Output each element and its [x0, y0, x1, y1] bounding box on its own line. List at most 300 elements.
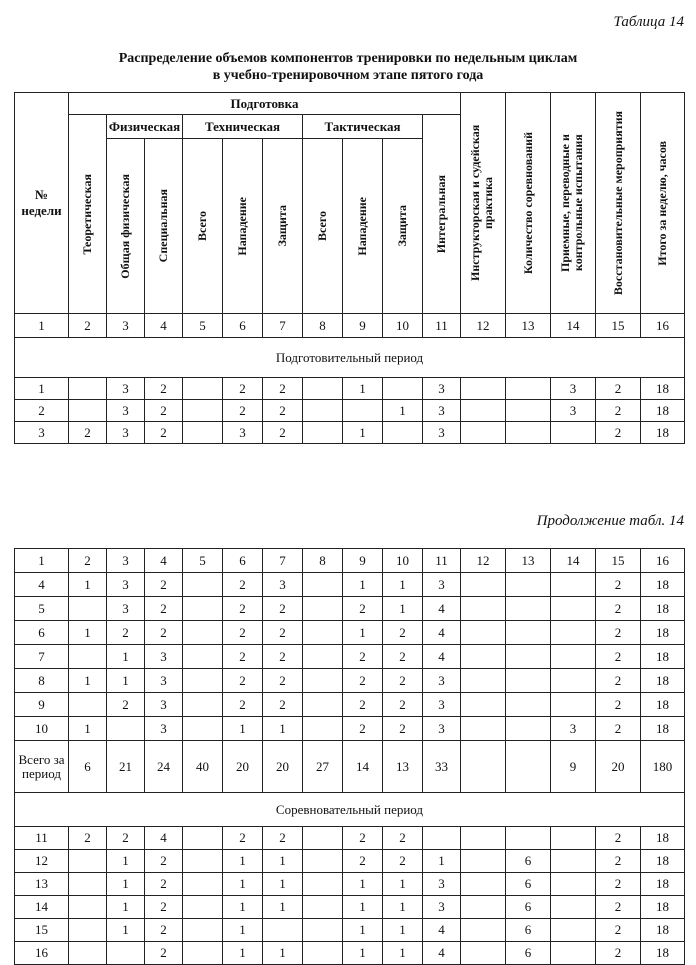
table-cell: 6 — [15, 621, 69, 645]
table-cell: 21 — [107, 741, 145, 793]
table-cell — [461, 741, 506, 793]
column-number-row — [15, 549, 685, 573]
table-cell — [183, 873, 223, 896]
table-cell — [69, 873, 107, 896]
table-cell: 2 — [383, 850, 423, 873]
table-cell: 1 — [223, 919, 263, 942]
header-competitions: Количество соревнований — [506, 93, 551, 314]
table-cell: 5 — [183, 314, 223, 338]
table-cell: 2 — [343, 597, 383, 621]
header-tests: Приемные, переводные и контрольные испытания — [551, 93, 596, 314]
table-cell — [506, 422, 551, 444]
table-cell: 1 — [69, 669, 107, 693]
table-cell: 2 — [145, 573, 183, 597]
table-cell: 3 — [551, 378, 596, 400]
table-cell: 2 — [223, 573, 263, 597]
table-cell — [506, 741, 551, 793]
table-cell: 6 — [506, 942, 551, 965]
header-recovery: Восстановительные мероприятия — [596, 93, 641, 314]
table-cell — [303, 669, 343, 693]
table-cell — [183, 693, 223, 717]
table-cell: 7 — [263, 549, 303, 573]
table-cell: 2 — [596, 597, 641, 621]
table-cell — [183, 942, 223, 965]
table-cell: 2 — [596, 717, 641, 741]
table-cell: 2 — [223, 693, 263, 717]
table-cell — [303, 400, 343, 422]
table-cell: 16 — [641, 314, 685, 338]
table-cell: 11 — [423, 549, 461, 573]
table-cell: 13 — [506, 314, 551, 338]
table-cell: 6 — [506, 873, 551, 896]
header-tact-attack: Нападение — [343, 139, 383, 314]
header-preparation: Подготовка — [69, 93, 461, 115]
table-cell: 13 — [15, 873, 69, 896]
table-cell: 2 — [343, 645, 383, 669]
table-cell — [303, 422, 343, 444]
table-cell: 4 — [423, 919, 461, 942]
table-cell — [506, 693, 551, 717]
table-cell: 2 — [223, 597, 263, 621]
table-cell: 2 — [263, 693, 303, 717]
table-cell: 1 — [423, 850, 461, 873]
title-line-2: в учебно-тренировочном этапе пятого года — [212, 68, 484, 83]
table-cell: 2 — [596, 873, 641, 896]
header-weekly-total: Итого за неделю, часов — [641, 93, 685, 314]
table-cell: 18 — [641, 573, 685, 597]
table-cell: 1 — [343, 873, 383, 896]
table-cell — [107, 942, 145, 965]
table-cell: 3 — [263, 573, 303, 597]
table-cell — [461, 573, 506, 597]
table-cell — [183, 621, 223, 645]
table-cell: 15 — [596, 314, 641, 338]
table-cell: 3 — [423, 422, 461, 444]
table-cell: 3 — [551, 717, 596, 741]
table-cell: 5 — [15, 597, 69, 621]
table-cell: 13 — [383, 741, 423, 793]
table-row — [15, 717, 685, 741]
table-cell: 2 — [263, 645, 303, 669]
table-cell: 2 — [383, 827, 423, 850]
table-cell: 1 — [69, 621, 107, 645]
table-cell: 6 — [69, 741, 107, 793]
table-cell: 8 — [303, 314, 343, 338]
table-cell — [303, 597, 343, 621]
table-cell — [303, 717, 343, 741]
table-row — [15, 669, 685, 693]
table-cell — [69, 645, 107, 669]
table-cell: 18 — [641, 378, 685, 400]
table-cell: 18 — [641, 896, 685, 919]
table-cell — [69, 942, 107, 965]
table-cell: 12 — [15, 850, 69, 873]
table-cell: 2 — [107, 621, 145, 645]
table-cell — [506, 669, 551, 693]
table-cell: 27 — [303, 741, 343, 793]
table-cell: 2 — [145, 378, 183, 400]
table-cell — [69, 597, 107, 621]
table-cell — [383, 378, 423, 400]
table-cell: 2 — [383, 645, 423, 669]
table-cell: 2 — [145, 896, 183, 919]
header-tech-defense: Защита — [263, 139, 303, 314]
table-cell: 2 — [223, 669, 263, 693]
table-cell — [551, 645, 596, 669]
table-cell: 4 — [145, 314, 183, 338]
table-cell — [461, 693, 506, 717]
table-cell — [461, 942, 506, 965]
table-cell: 8 — [15, 669, 69, 693]
header-general-physical: Общая физическая — [107, 139, 145, 314]
table-cell: 2 — [596, 896, 641, 919]
table-cell: 2 — [596, 422, 641, 444]
header-tech-attack: Нападение — [223, 139, 263, 314]
table-cell: 12 — [461, 314, 506, 338]
table-cell: 2 — [263, 422, 303, 444]
table-cell: 1 — [343, 896, 383, 919]
table-cell: 18 — [641, 827, 685, 850]
table-cell: 18 — [641, 717, 685, 741]
total-row — [15, 741, 685, 793]
table-cell — [303, 919, 343, 942]
table-cell: 14 — [15, 896, 69, 919]
table-cell: 2 — [596, 942, 641, 965]
table-cell: 1 — [107, 669, 145, 693]
table-cell: 2 — [15, 400, 69, 422]
table-cell: 1 — [343, 621, 383, 645]
column-number-row — [15, 314, 685, 338]
table-cell: 6 — [223, 314, 263, 338]
table-cell: 6 — [506, 919, 551, 942]
table-cell: 11 — [423, 314, 461, 338]
table-cell: 2 — [343, 693, 383, 717]
table-cell — [551, 422, 596, 444]
table-cell: 2 — [223, 827, 263, 850]
table-cell: 18 — [641, 669, 685, 693]
table-cell: 1 — [15, 549, 69, 573]
table-cell — [69, 919, 107, 942]
table-cell: 6 — [506, 850, 551, 873]
table-cell — [461, 896, 506, 919]
table-cell: 2 — [145, 850, 183, 873]
preparatory-rows — [15, 378, 685, 444]
table-cell: 2 — [343, 669, 383, 693]
table-cell: 2 — [596, 827, 641, 850]
table-cell: 2 — [145, 621, 183, 645]
table-cell: 3 — [423, 573, 461, 597]
table-cell: 3 — [107, 378, 145, 400]
table-cell: 1 — [69, 717, 107, 741]
table-cell: 1 — [223, 873, 263, 896]
table-cell: 1 — [263, 942, 303, 965]
table-cell: 4 — [15, 573, 69, 597]
column-number-row — [15, 314, 685, 338]
table-cell — [69, 378, 107, 400]
table-cell — [551, 597, 596, 621]
table-cell: 20 — [263, 741, 303, 793]
table-cell: 40 — [183, 741, 223, 793]
table-cell: 3 — [107, 549, 145, 573]
table-label: Таблица 14 — [613, 14, 684, 30]
table-cell: 3 — [145, 669, 183, 693]
table-cell: 1 — [223, 717, 263, 741]
table-cell: 3 — [423, 896, 461, 919]
continuation-table — [14, 548, 685, 965]
header-technical: Техническая — [183, 115, 303, 139]
table-cell — [303, 645, 343, 669]
table-cell — [461, 645, 506, 669]
table-cell: 1 — [343, 378, 383, 400]
table-row — [15, 597, 685, 621]
table-cell: 14 — [343, 741, 383, 793]
table-row — [15, 645, 685, 669]
table-cell: 1 — [69, 573, 107, 597]
table-cell — [183, 896, 223, 919]
table-cell — [461, 400, 506, 422]
continuation-rows — [15, 573, 685, 741]
competitive-rows — [15, 827, 685, 965]
table-cell: 2 — [145, 400, 183, 422]
table-cell — [183, 850, 223, 873]
table-cell: 18 — [641, 597, 685, 621]
table-cell: 2 — [69, 314, 107, 338]
table-cell: 2 — [596, 573, 641, 597]
table-cell — [183, 645, 223, 669]
table-cell: 12 — [461, 549, 506, 573]
table-cell — [303, 693, 343, 717]
table-cell: 9 — [551, 741, 596, 793]
table-cell: 18 — [641, 850, 685, 873]
total-row — [15, 741, 685, 793]
table-cell: 1 — [15, 378, 69, 400]
table-cell: 2 — [263, 621, 303, 645]
table-cell: 2 — [69, 549, 107, 573]
table-cell: 3 — [107, 400, 145, 422]
table-cell: 3 — [145, 645, 183, 669]
table-cell: 2 — [596, 378, 641, 400]
table-cell — [263, 919, 303, 942]
table-row — [15, 919, 685, 942]
table-cell: 10 — [383, 549, 423, 573]
table-cell: 15 — [596, 549, 641, 573]
table-cell — [461, 827, 506, 850]
table-cell: 1 — [383, 942, 423, 965]
total-label: Всего за период — [15, 741, 69, 793]
table-cell: 1 — [383, 400, 423, 422]
table-cell: 7 — [263, 314, 303, 338]
table-cell — [506, 621, 551, 645]
table-cell: 4 — [423, 645, 461, 669]
table-cell: 18 — [641, 873, 685, 896]
header-integral: Интегральная — [423, 115, 461, 314]
table-row — [15, 378, 685, 400]
header-week: № недели — [15, 93, 69, 314]
table-cell — [303, 378, 343, 400]
table-cell — [183, 717, 223, 741]
table-cell: 3 — [15, 422, 69, 444]
table-cell: 4 — [423, 621, 461, 645]
table-cell: 2 — [145, 597, 183, 621]
table-cell — [551, 621, 596, 645]
table-cell: 1 — [223, 896, 263, 919]
table-cell: 14 — [551, 314, 596, 338]
table-cell: 2 — [145, 422, 183, 444]
table-cell: 2 — [383, 717, 423, 741]
table-cell: 2 — [223, 400, 263, 422]
title-line-1: Распределение объемов компонентов тренировки по недельным циклам — [118, 51, 578, 66]
table-cell: 18 — [641, 645, 685, 669]
table-cell: 4 — [145, 549, 183, 573]
table-cell — [69, 693, 107, 717]
table-cell: 2 — [596, 400, 641, 422]
table-cell: 3 — [145, 693, 183, 717]
table-cell: 24 — [145, 741, 183, 793]
table-cell: 18 — [641, 693, 685, 717]
table-cell — [183, 597, 223, 621]
table-cell: 4 — [423, 597, 461, 621]
table-cell: 2 — [107, 693, 145, 717]
table-cell: 1 — [223, 850, 263, 873]
table-cell — [461, 873, 506, 896]
table-cell — [461, 621, 506, 645]
table-cell: 18 — [641, 942, 685, 965]
table-cell: 2 — [145, 942, 183, 965]
table-cell: 7 — [15, 645, 69, 669]
table-cell — [461, 919, 506, 942]
table-cell: 1 — [263, 717, 303, 741]
table-cell — [551, 942, 596, 965]
table-cell: 3 — [423, 717, 461, 741]
table-cell: 10 — [383, 314, 423, 338]
table-row — [15, 827, 685, 850]
table-cell — [461, 850, 506, 873]
table-cell — [343, 400, 383, 422]
table-row — [15, 693, 685, 717]
table-cell — [303, 942, 343, 965]
table-cell: 18 — [641, 400, 685, 422]
table-cell: 2 — [343, 850, 383, 873]
header-theoretical: Теоретическая — [69, 115, 107, 314]
period-competitive: Соревновательный период — [15, 793, 685, 827]
header-special: Специальная — [145, 139, 183, 314]
table-row — [15, 850, 685, 873]
table-cell: 15 — [15, 919, 69, 942]
table-cell: 4 — [423, 942, 461, 965]
table-cell: 1 — [15, 314, 69, 338]
table-cell: 2 — [223, 645, 263, 669]
table-cell — [551, 919, 596, 942]
table-cell: 2 — [596, 669, 641, 693]
table-cell: 9 — [343, 549, 383, 573]
table-cell: 180 — [641, 741, 685, 793]
table-cell: 1 — [107, 873, 145, 896]
table-cell: 3 — [107, 314, 145, 338]
table-cell: 2 — [263, 597, 303, 621]
header-tact-defense: Защита — [383, 139, 423, 314]
table-cell — [303, 873, 343, 896]
table-cell — [383, 422, 423, 444]
table-cell: 13 — [506, 549, 551, 573]
table-cell: 3 — [107, 422, 145, 444]
table-cell: 3 — [223, 422, 263, 444]
table-cell: 3 — [423, 693, 461, 717]
table-cell — [183, 422, 223, 444]
table-cell: 5 — [183, 549, 223, 573]
table-cell: 8 — [303, 549, 343, 573]
table-cell: 2 — [223, 621, 263, 645]
table-row — [15, 942, 685, 965]
table-cell — [506, 573, 551, 597]
table-cell: 1 — [343, 422, 383, 444]
table-row — [15, 422, 685, 444]
table-cell: 1 — [263, 896, 303, 919]
table-cell: 2 — [263, 669, 303, 693]
table-cell: 4 — [145, 827, 183, 850]
table-cell: 3 — [423, 873, 461, 896]
table-cell: 11 — [15, 827, 69, 850]
table-cell: 33 — [423, 741, 461, 793]
table-cell — [183, 919, 223, 942]
table-cell — [183, 669, 223, 693]
table-cell: 2 — [263, 400, 303, 422]
table-cell: 18 — [641, 422, 685, 444]
table-cell: 3 — [145, 717, 183, 741]
table-row — [15, 400, 685, 422]
table-cell — [183, 400, 223, 422]
table-cell — [183, 573, 223, 597]
table-cell: 9 — [15, 693, 69, 717]
table-cell: 2 — [223, 378, 263, 400]
table-cell: 18 — [641, 919, 685, 942]
table-cell — [461, 669, 506, 693]
table-cell: 3 — [423, 378, 461, 400]
table-cell: 1 — [263, 873, 303, 896]
table-cell: 2 — [596, 621, 641, 645]
table-cell: 1 — [223, 942, 263, 965]
table-cell: 1 — [107, 919, 145, 942]
table-row — [15, 621, 685, 645]
table-cell: 1 — [263, 850, 303, 873]
table-cell — [506, 827, 551, 850]
table-cell — [506, 597, 551, 621]
table-cell — [107, 717, 145, 741]
table-cell — [303, 850, 343, 873]
table-cell — [183, 378, 223, 400]
column-number-row — [15, 549, 685, 573]
table-cell: 20 — [223, 741, 263, 793]
table-cell — [303, 827, 343, 850]
table-cell: 2 — [383, 693, 423, 717]
table-cell: 1 — [343, 942, 383, 965]
table-cell: 1 — [107, 645, 145, 669]
table-cell — [69, 850, 107, 873]
table-cell: 1 — [383, 597, 423, 621]
table-cell: 1 — [383, 873, 423, 896]
table-cell — [506, 400, 551, 422]
table-cell — [551, 873, 596, 896]
table-cell: 2 — [263, 378, 303, 400]
table-cell: 3 — [107, 597, 145, 621]
table-cell — [69, 400, 107, 422]
table-cell: 2 — [596, 645, 641, 669]
table-cell — [423, 827, 461, 850]
table-cell: 2 — [145, 919, 183, 942]
header-tech-total: Всего — [183, 139, 223, 314]
table-cell — [461, 717, 506, 741]
table-cell: 2 — [263, 827, 303, 850]
table-cell — [183, 827, 223, 850]
